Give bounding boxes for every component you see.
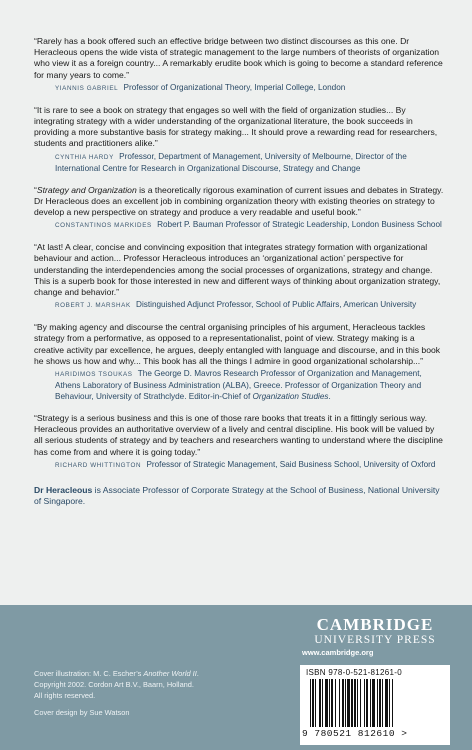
reviewer-name: HARIDIMOS TSOUKAS — [55, 371, 133, 379]
reviewer-name: ROBERT J. MARSHAK — [55, 302, 131, 310]
barcode-image — [310, 679, 440, 729]
book-title: Strategy and Organization — [36, 184, 137, 195]
review-attribution — [34, 459, 444, 471]
review — [34, 413, 444, 471]
reviewer-affiliation: Professor, Department of Management, University of Melbourne, Director of the International Centre for Research in Organizational Discourse, Strategy and Change — [55, 151, 407, 173]
review — [34, 185, 444, 232]
reviewer-name: CYNTHIA HARDY — [55, 153, 114, 161]
cover-footer — [0, 605, 472, 750]
review-attribution — [34, 299, 444, 311]
reviewer-name: CONSTANTINOS MARKIDES — [55, 222, 152, 230]
review-quote: “Rarely has a book offered such an effective bridge between two distinct discourses as this one. Dr Heracleous opens the wide vista of strategic management to the large numbers of theorists of organization who view it as a foreign country... A remarkably erudite book which is going to become a standard reference for many years to come.” — [34, 36, 443, 80]
review — [34, 322, 444, 402]
rights-line: All rights reserved. — [34, 691, 96, 700]
review — [34, 36, 444, 94]
cover-illustration-credit — [34, 668, 234, 679]
copyright-line: Copyright 2002. Cordon Art B.V., Baarn, Holland. — [34, 680, 194, 689]
credit-text-end: . — [196, 669, 199, 678]
reviewer-affiliation: Distinguished Adjunct Professor, School of Public Affairs, American University — [136, 300, 417, 310]
review-quote: “By making agency and discourse the central organising principles of his argument, Heracleous tackles strategy from a performative, as opposed to a representationalist, point of view. Strategy making is a creative activity par excellence, he argues, deeply entangled with language and discourse, and in this book he shows us how and why... This book has all the things I admire in good organizational scholarship...” — [34, 322, 441, 366]
artwork-title: Another World II — [143, 669, 197, 678]
reviewer-name: YIANNIS GABRIEL — [55, 84, 119, 92]
review-quote: “Strategy is a serious business and this is one of those rare books that treats it in a fittingly serious way. Heracleous provides an authoritative overview of a lively and central discipline. His book will be valued by all serious students of strategy and by teachers and researchers wanting to understand where the discipline has come from and where it is going today.” — [34, 413, 443, 457]
barcode-digits: 9 780521 812610 > — [302, 728, 408, 739]
review-attribution — [34, 219, 444, 231]
author-name: Dr Heracleous — [34, 484, 93, 495]
author-bio-text: is Associate Professor of Corporate Strategy at the School of Business, National University of Singapore. — [34, 484, 440, 507]
review — [34, 105, 444, 174]
publisher-name-line1: CAMBRIDGE — [316, 615, 434, 634]
review — [34, 242, 444, 311]
publisher-url: www.cambridge.org — [302, 648, 374, 657]
credit-text: Cover illustration: M. C. Escher’s — [34, 669, 144, 678]
review-quote: “At last! A clear, concise and convincing exposition that integrates strategy formation with organizational behaviour and action... Professor Heracleous introduces an ‘organizational action’ perspective for understanding the interdependencies among the social processes of organizations, strategy and change. This is a superb book for those interested in new and different ways of thinking about organization strategy, change and behavior.” — [34, 242, 441, 298]
review-quote-text: is a theoretically rigorous examination of current issues and debates in Strategy. Dr Heracleous does an excellent job in combining organization theory with existing theories on strategy to develop a new perspective on strategy and produce a very readable and useful book.” — [34, 184, 444, 218]
reviewer-affiliation: Professor of Organizational Theory, Imperial College, London — [123, 82, 346, 92]
reviewer-affiliation: Professor of Strategic Management, Said Business School, University of Oxford — [146, 459, 436, 469]
reviewer-name: RICHARD WHITTINGTON — [55, 461, 142, 469]
cover-design-credit: Cover design by Sue Watson — [34, 708, 130, 717]
review-attribution — [34, 368, 444, 402]
review-quote — [34, 185, 444, 219]
affiliation-end: . — [328, 392, 331, 402]
author-bio — [34, 485, 444, 507]
cover-credits — [34, 668, 234, 718]
quote-open-mark: “ — [34, 184, 37, 195]
journal-title: Organization Studies — [252, 392, 329, 402]
publisher-logo — [300, 616, 450, 647]
review-attribution — [34, 82, 444, 94]
barcode-panel — [300, 665, 450, 745]
reviewer-affiliation: The George D. Mavros Research Professor of Organization and Management, Athens Laboratory of Business Administration (ALBA), Greece. Professor of Organization Theory and Behaviour, University of Strathclyde. Editor-in-Chief of — [55, 369, 422, 402]
publisher-name-line2: UNIVERSITY PRESS — [314, 634, 436, 646]
isbn-label: ISBN 978-0-521-81261-0 — [306, 668, 402, 677]
review-quote: “It is rare to see a book on strategy that engages so well with the field of organization studies... By integrating strategy with a wider understanding of the organizational literature, the book succeeds in providing a more substantive basis for strategy making... It should prove a rewarding read for researchers, students and practitioners alike.” — [34, 104, 438, 149]
reviewer-affiliation: Robert P. Bauman Professor of Strategic Leadership, London Business School — [157, 220, 442, 230]
review-attribution — [34, 151, 444, 174]
